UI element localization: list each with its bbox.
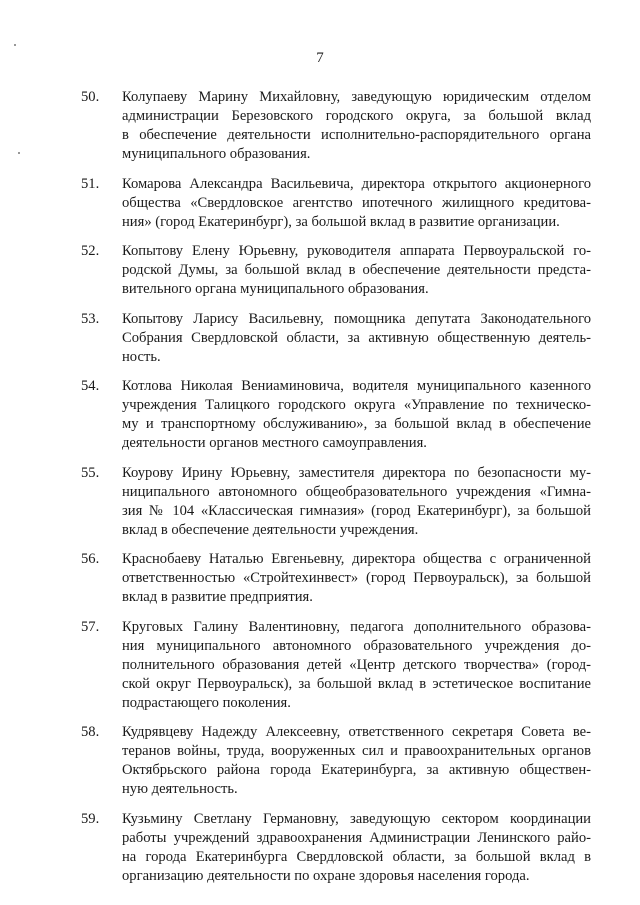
- text-line: учреждения Талицкого городского округа «Управление по техническо-: [122, 397, 591, 413]
- list-item: [81, 810, 591, 886]
- item-text: [122, 88, 591, 164]
- text-line: вительного органа муниципального образования.: [122, 281, 429, 297]
- text-line: родской Думы, за большой вклад в обеспечение деятельности предста-: [122, 262, 591, 278]
- text-line: зия № 104 «Классическая гимназия» (город Екатеринбург), за большой: [122, 502, 591, 519]
- text-line: ской округ Первоуральск), за большой вклад в эстетическое воспитание: [122, 675, 591, 692]
- text-line: вклад в развитие предприятия.: [122, 589, 313, 605]
- item-number: 54.: [81, 378, 100, 394]
- item-number: 55.: [81, 464, 100, 481]
- list-item: [81, 242, 591, 299]
- text-line: на города Екатеринбурга Свердловской области, за большой вклад в: [122, 848, 591, 865]
- scan-speck: [18, 152, 20, 154]
- item-number: 58.: [81, 724, 100, 740]
- text-line: работы учреждений здравоохранения Администрации Ленинского райо-: [122, 829, 591, 846]
- item-text: [122, 618, 591, 713]
- list-item: [81, 550, 591, 607]
- text-line: администрации Березовского городского округа, за большой вклад: [122, 108, 591, 124]
- item-number: 50.: [81, 89, 100, 105]
- text-line: вклад в обеспечение деятельности учреждения.: [122, 521, 419, 538]
- item-text: [122, 723, 591, 799]
- text-line: Собрания Свердловской области, за активную общественную деятель-: [122, 329, 591, 346]
- text-line: Октябрьского района города Екатеринбурга, за активную обществен-: [122, 762, 591, 778]
- item-text: [122, 810, 591, 886]
- page-number: 7: [316, 50, 324, 66]
- item-text: [122, 464, 591, 540]
- item-number: 52.: [81, 243, 100, 259]
- text-line: ниципального автономного общеобразовательного учреждения «Гимна-: [122, 483, 591, 500]
- text-line: ния муниципального автономного образовательного учреждения до-: [122, 637, 591, 654]
- list-item: [81, 464, 591, 540]
- text-line: Кузьмину Светлану Германовну, заведующую сектором координации: [122, 810, 591, 827]
- item-number: 53.: [81, 310, 100, 327]
- text-line: Коурову Ирину Юрьевну, заместителя директора по безопасности му-: [122, 464, 591, 481]
- text-line: общества «Свердловское агентство ипотечного жилищного кредитова-: [122, 194, 591, 211]
- text-line: Копытову Ларису Васильевну, помощника депутата Законодательного: [122, 310, 591, 327]
- item-number: 57.: [81, 618, 100, 635]
- text-line: Копытову Елену Юрьевну, руководителя аппарата Первоуральской го-: [122, 243, 591, 259]
- item-number: 59.: [81, 810, 100, 827]
- text-line: ность.: [122, 348, 161, 365]
- text-line: деятельности органов местного самоуправления.: [122, 435, 427, 451]
- list-item: [81, 723, 591, 799]
- text-line: Котлова Николая Вениаминовича, водителя муниципального казенного: [122, 378, 591, 394]
- list-item: [81, 310, 591, 367]
- item-text: [122, 550, 591, 607]
- award-list: [81, 88, 591, 896]
- item-number: 51.: [81, 175, 100, 192]
- list-item: [81, 88, 591, 164]
- scan-speck: [14, 44, 16, 46]
- item-text: [122, 242, 591, 299]
- text-line: муниципального образования.: [122, 146, 311, 162]
- text-line: Кудрявцеву Надежду Алексеевну, ответственного секретаря Совета ве-: [122, 724, 591, 740]
- list-item: [81, 175, 591, 232]
- text-line: организацию деятельности по охране здоровья населения города.: [122, 867, 530, 884]
- list-item: [81, 618, 591, 713]
- text-line: Круговых Галину Валентиновну, педагога дополнительного образова-: [122, 618, 591, 635]
- text-line: му и транспортному обслуживанию», за большой вклад в обеспечение: [122, 416, 591, 432]
- item-number: 56.: [81, 551, 100, 567]
- text-line: подрастающего поколения.: [122, 694, 291, 711]
- list-item: [81, 377, 591, 453]
- text-line: ния» (город Екатеринбург), за большой вклад в развитие организации.: [122, 213, 560, 230]
- text-line: Краснобаеву Наталью Евгеньевну, директора общества с ограниченной: [122, 551, 591, 567]
- item-text: [122, 310, 591, 367]
- text-line: полнительного образования детей «Центр детского творчества» (город-: [122, 656, 591, 673]
- item-text: [122, 175, 591, 232]
- text-line: Комарова Александра Васильевича, директора открытого акционерного: [122, 175, 591, 192]
- text-line: в обеспечение деятельности исполнительно-распорядительного органа: [122, 127, 591, 143]
- text-line: Колупаеву Марину Михайловну, заведующую юридическим отделом: [122, 89, 591, 105]
- item-text: [122, 377, 591, 453]
- text-line: ответственностью «Стройтехинвест» (город Первоуральск), за большой: [122, 570, 591, 586]
- text-line: ную деятельность.: [122, 781, 238, 797]
- text-line: теранов войны, труда, вооруженных сил и правоохранительных органов: [122, 743, 591, 759]
